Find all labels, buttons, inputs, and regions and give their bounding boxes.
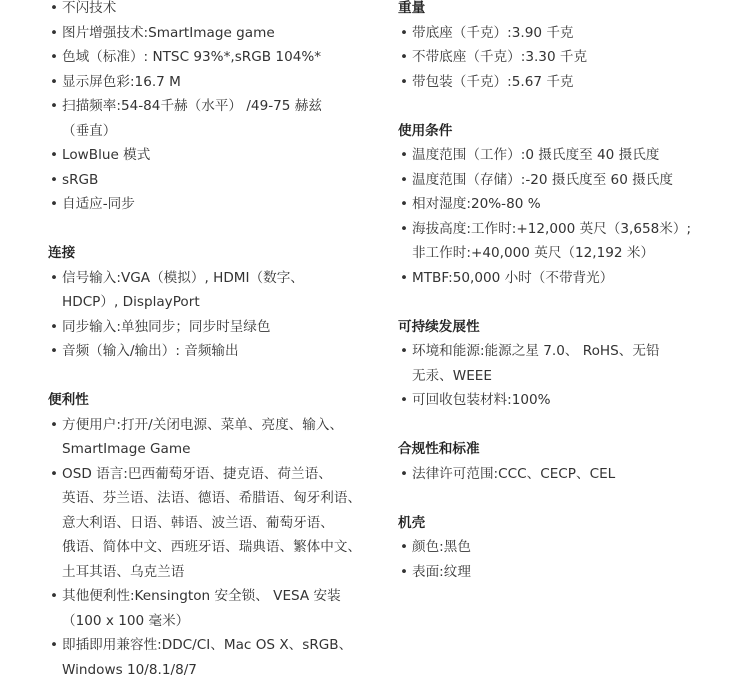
spec-item-line: HDCP）, DisplayPort xyxy=(62,294,200,310)
bullet-icon: • xyxy=(50,637,59,653)
left-column xyxy=(48,0,368,682)
spec-item-line: 温度范围（工作）:0 摄氏度至 40 摄氏度 xyxy=(412,147,660,163)
spec-item-line: 土耳其语、乌克兰语 xyxy=(62,563,185,580)
connectivity-title: 连接 xyxy=(48,245,76,261)
spec-item xyxy=(48,584,368,633)
bullet-icon: • xyxy=(400,220,409,237)
spec-item-line: 同步输入:单独同步；同步时呈绿色 xyxy=(62,318,271,335)
convenience-title: 便利性 xyxy=(48,392,89,408)
spec-item xyxy=(48,0,368,21)
connectivity-section xyxy=(48,241,368,364)
spec-item-line: SmartImage Game xyxy=(62,441,191,457)
spec-item xyxy=(48,413,368,462)
convenience-list xyxy=(48,413,368,683)
spec-item-line: 意大利语、日语、韩语、波兰语、葡萄牙语、 xyxy=(62,514,334,531)
spec-item-line: （垂直） xyxy=(62,122,117,139)
bullet-icon: • xyxy=(50,49,59,65)
spec-item-line: sRGB xyxy=(62,171,99,188)
bullet-icon: • xyxy=(50,465,59,482)
display-section xyxy=(48,0,368,217)
spec-item xyxy=(48,315,368,340)
bullet-icon: • xyxy=(400,24,409,41)
bullet-icon: • xyxy=(400,539,409,555)
cabinet-list xyxy=(398,535,738,584)
spec-item-line: 可回收包装材料:100% xyxy=(412,392,551,408)
weight-list xyxy=(398,21,738,95)
spec-item-line: 无汞、WEEE xyxy=(412,367,492,384)
spec-item xyxy=(48,45,368,70)
spec-item xyxy=(48,70,368,95)
cabinet-title: 机壳 xyxy=(398,514,426,531)
spec-item-line: 显示屏色彩:16.7 M xyxy=(62,73,181,90)
bullet-icon: • xyxy=(400,563,409,580)
sustainability-section xyxy=(398,315,738,413)
right-column xyxy=(398,0,738,584)
compliance-title: 合规性和标准 xyxy=(398,441,480,457)
bullet-icon: • xyxy=(400,49,409,65)
spec-item-line: 自适应-同步 xyxy=(62,196,135,212)
spec-item xyxy=(398,217,738,266)
compliance-list xyxy=(398,462,738,487)
bullet-icon: • xyxy=(400,196,409,212)
spec-item-line: 温度范围（存储）:-20 摄氏度至 60 摄氏度 xyxy=(412,171,673,188)
bullet-icon: • xyxy=(50,24,59,41)
bullet-icon: • xyxy=(50,196,59,212)
spec-item-line: 相对湿度:20%-80 % xyxy=(412,196,541,212)
spec-item xyxy=(398,70,738,95)
spec-item-line: 色域（标准）: NTSC 93%*,sRGB 104%* xyxy=(62,49,322,65)
sustainability-title: 可持续发展性 xyxy=(398,318,480,335)
spec-item-line: 不带底座（千克）:3.30 千克 xyxy=(412,49,588,65)
spec-item-line: 颜色:黑色 xyxy=(412,539,471,555)
spec-item xyxy=(398,143,738,168)
spec-item-line: OSD 语言:巴西葡萄牙语、捷克语、荷兰语、 xyxy=(62,465,332,482)
bullet-icon: • xyxy=(50,98,59,114)
bullet-icon: • xyxy=(50,0,59,16)
bullet-icon: • xyxy=(400,147,409,163)
spec-item-line: 环境和能源:能源之星 7.0、 RoHS、无铅 xyxy=(412,343,660,359)
spec-item-line: 其他便利性:Kensington 安全锁、 VESA 安装 xyxy=(62,588,341,604)
bullet-icon: • xyxy=(400,73,409,90)
spec-item-line: 非工作时:+40,000 英尺（12,192 米） xyxy=(412,245,655,261)
weight-title: 重量 xyxy=(398,0,426,16)
spec-item-line: 即插即用兼容性:DDC/CI、Mac OS X、sRGB、 xyxy=(62,637,353,653)
spec-item xyxy=(48,633,368,682)
spec-item xyxy=(398,45,738,70)
spec-item xyxy=(48,143,368,168)
spec-item xyxy=(398,339,738,388)
bullet-icon: • xyxy=(400,392,409,408)
weight-section xyxy=(398,0,738,94)
spec-item-line: 图片增强技术:SmartImage game xyxy=(62,24,275,41)
spec-item xyxy=(48,192,368,217)
operating-conditions-list xyxy=(398,143,738,290)
spec-item xyxy=(398,192,738,217)
spec-item-line: 带包装（千克）:5.67 千克 xyxy=(412,73,574,90)
spec-item xyxy=(398,560,738,585)
bullet-icon: • xyxy=(400,269,409,286)
spec-item xyxy=(398,462,738,487)
bullet-icon: • xyxy=(50,416,59,433)
spec-item-line: 扫描频率:54-84千赫（水平） /49-75 赫兹 xyxy=(62,98,322,114)
bullet-icon: • xyxy=(50,73,59,90)
bullet-icon: • xyxy=(50,588,59,604)
bullet-icon: • xyxy=(400,171,409,188)
spec-item-line: MTBF:50,000 小时（不带背光） xyxy=(412,269,614,286)
cabinet-section xyxy=(398,511,738,585)
spec-item xyxy=(48,21,368,46)
spec-item-line: LowBlue 模式 xyxy=(62,147,151,163)
spec-item-line: 方便用户:打开/关闭电源、菜单、亮度、输入、 xyxy=(62,416,344,433)
bullet-icon: • xyxy=(50,147,59,163)
spec-item-line: 信号输入:VGA（模拟）, HDMI（数字、 xyxy=(62,269,304,286)
bullet-icon: • xyxy=(400,465,409,482)
spec-item xyxy=(398,388,738,413)
spec-item-line: 音频（输入/输出）: 音频输出 xyxy=(62,343,239,359)
spec-item xyxy=(48,168,368,193)
spec-item-line: 英语、芬兰语、法语、德语、希腊语、匈牙利语、 xyxy=(62,490,362,506)
connectivity-list xyxy=(48,266,368,364)
spec-item xyxy=(398,168,738,193)
bullet-icon: • xyxy=(400,343,409,359)
spec-item-line: （100 x 100 毫米） xyxy=(62,612,190,629)
spec-item xyxy=(48,462,368,585)
bullet-icon: • xyxy=(50,269,59,286)
spec-item xyxy=(398,535,738,560)
display-list xyxy=(48,0,368,217)
operating-conditions-title: 使用条件 xyxy=(398,122,453,139)
spec-item-line: 不闪技术 xyxy=(62,0,117,16)
operating-conditions-section xyxy=(398,119,738,291)
sustainability-list xyxy=(398,339,738,413)
bullet-icon: • xyxy=(50,343,59,359)
spec-item-line: Windows 10/8.1/8/7 xyxy=(62,661,197,678)
spec-item xyxy=(398,21,738,46)
convenience-section xyxy=(48,388,368,682)
bullet-icon: • xyxy=(50,318,59,335)
spec-item-line: 俄语、简体中文、西班牙语、瑞典语、繁体中文、 xyxy=(62,539,362,555)
spec-item-line: 海拔高度:工作时:+12,000 英尺（3,658米）; xyxy=(412,220,692,237)
compliance-section xyxy=(398,437,738,486)
spec-item xyxy=(48,94,368,143)
spec-item xyxy=(48,266,368,315)
spec-item-line: 法律许可范围:CCC、CECP、CEL xyxy=(412,465,616,482)
bullet-icon: • xyxy=(50,171,59,188)
spec-item-line: 表面:纹理 xyxy=(412,563,471,580)
spec-item-line: 带底座（千克）:3.90 千克 xyxy=(412,24,574,41)
spec-item xyxy=(48,339,368,364)
spec-item xyxy=(398,266,738,291)
